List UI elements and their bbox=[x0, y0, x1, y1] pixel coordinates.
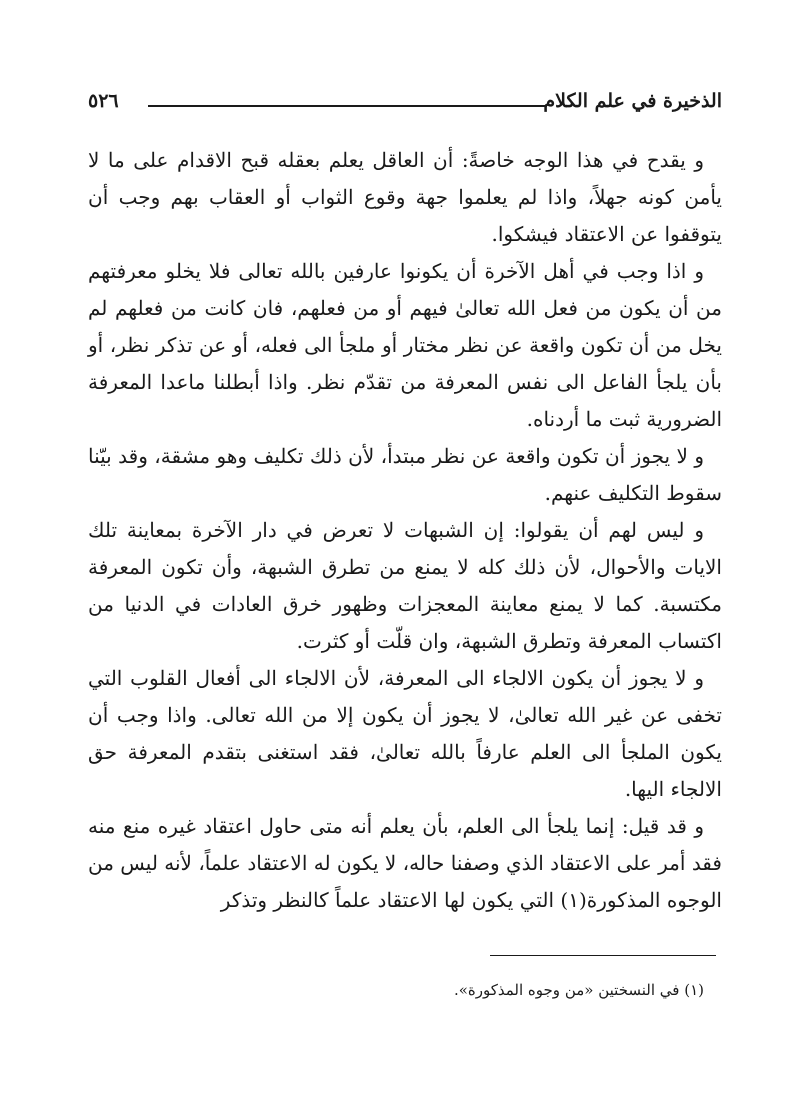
paragraph: و ليس لهم أن يقولوا: إن الشبهات لا تعرض في دار الآخرة بمعاينة تلك الايات والأحوال، لأن ذلك كله لا يمنع من تطرق الشبهة، وأن تكون المعرفة مكتسبة. كما لا يمنع معاينة المعجزات وظهور خرق العادات في الدنيا من اكتساب المعرفة وتطرق الشبهة، وان قلّت أو كثرت. bbox=[88, 518, 722, 653]
body-text bbox=[88, 142, 722, 919]
header-rule bbox=[148, 105, 547, 107]
footnote-rule bbox=[490, 955, 716, 956]
paragraph: و لا يجوز أن يكون الالجاء الى المعرفة، لأن الالجاء الى أفعال القلوب التي تخفى عن غير الله تعالىٰ، لا يجوز أن يكون إلا من الله تعالى. واذا وجب أن يكون الملجأ الى العلم عارفاً بالله تعالىٰ، فقد استغنى بتقدم المعرفة حق الالجاء اليها. bbox=[88, 666, 722, 801]
running-head bbox=[88, 90, 722, 124]
paragraph: و اذا وجب في أهل الآخرة أن يكونوا عارفين بالله تعالى فلا يخلو معرفتهم من أن يكون من فعل الله تعالىٰ فيهم أو من فعلهم، فان كانت من فعلهم لم يخل من أن تكون واقعة عن نظر مختار أو ملجأ الى فعله، أو عن تذكر نظر، أو بأن يلجأ الفاعل الى نفس المعرفة من تقدّم نظر. واذا أبطلنا ماعدا المعرفة الضرورية ثبت ما أردناه. bbox=[88, 259, 722, 431]
page-number: ٥٢٦ bbox=[88, 90, 119, 112]
paragraph: و قد قيل: إنما يلجأ الى العلم، بأن يعلم أنه متى حاول اعتقاد غيره منع منه فقد أمر على الاعتقاد الذي وصفنا حاله، لا يكون له الاعتقاد علماً، لأنه ليس من الوجوه المذكورة(١) التي يكون لها الاعتقاد علماً كالنظر وتذكر bbox=[87, 814, 722, 912]
paragraph: و لا يجوز أن تكون واقعة عن نظر مبتدأ، لأن ذلك تكليف وهو مشقة، وقد بيّنا سقوط التكليف عنهم. bbox=[88, 444, 722, 505]
paragraph: و يقدح في هذا الوجه خاصةً: أن العاقل يعلم بعقله قبح الاقدام على ما لا يأمن كونه جهلاً، واذا لم يعلموا جهة وقوع الثواب أو العقاب بهم وجب أن يتوقفوا عن الاعتقاد فيشكوا. bbox=[88, 148, 722, 246]
footnote: (١) في النسختين «من وجوه المذكورة». bbox=[453, 981, 704, 999]
book-title: الذخيرة في علم الكلام bbox=[543, 90, 722, 112]
